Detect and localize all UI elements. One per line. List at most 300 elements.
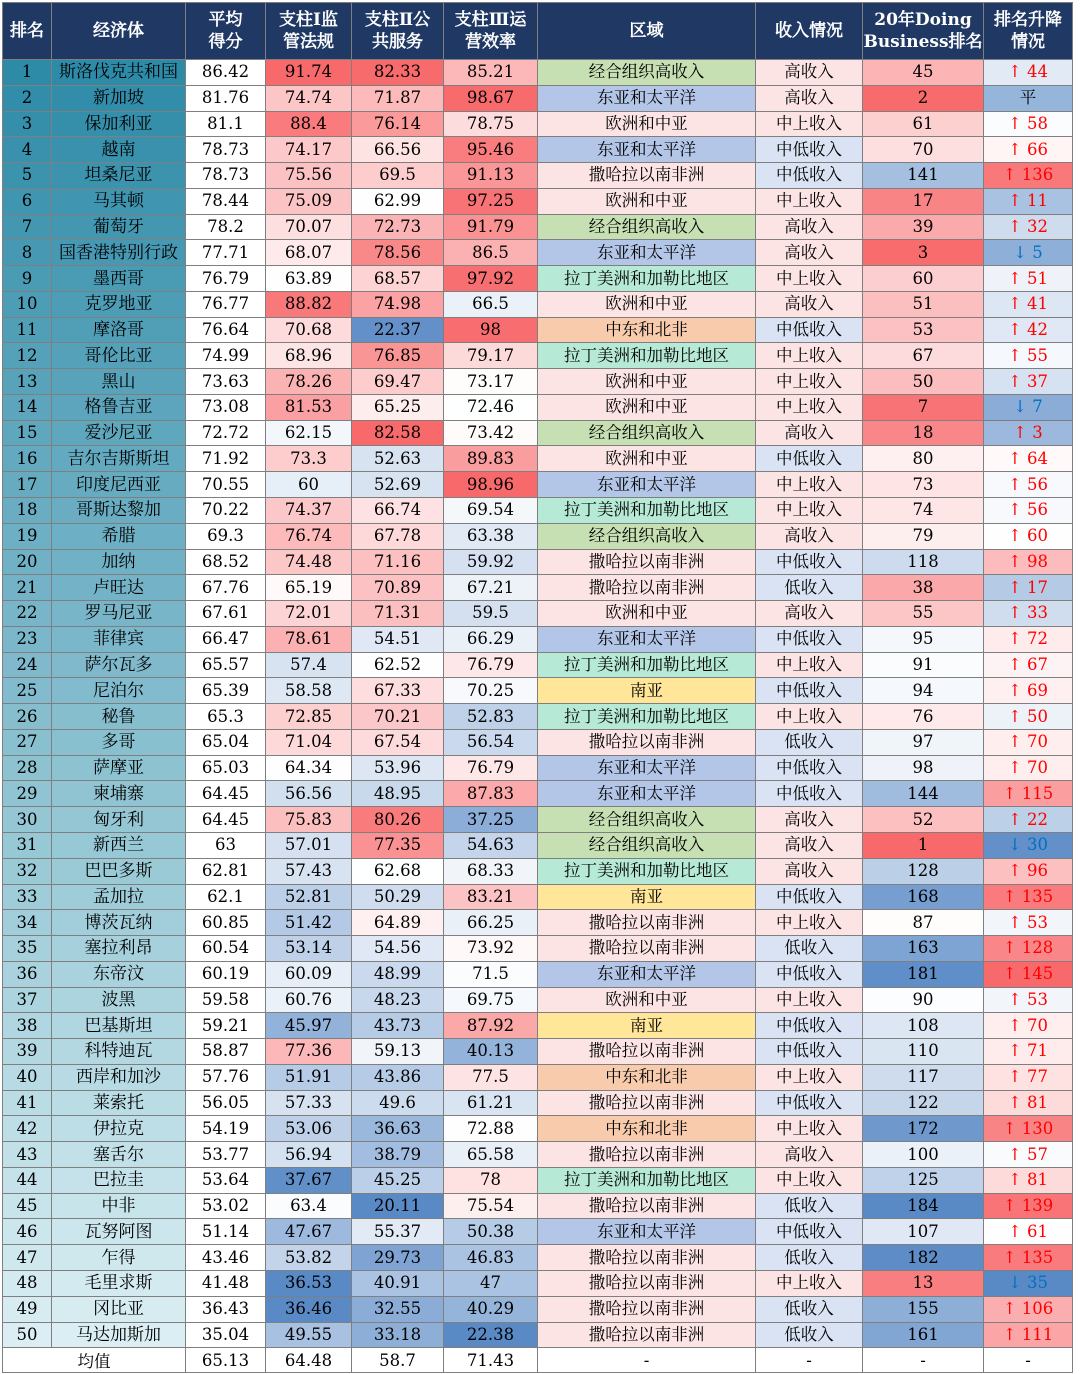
average-score: 60.85	[186, 910, 266, 936]
region-cell: 南亚	[538, 678, 756, 704]
rank-cell: 46	[3, 1219, 52, 1245]
table-row	[3, 188, 1073, 214]
pillar-2-score: 38.79	[352, 1142, 444, 1168]
economy-name: 孟加拉	[52, 884, 186, 910]
rank-cell: 17	[3, 472, 52, 498]
pillar-1-score: 37.67	[266, 1167, 352, 1193]
rank-cell: 14	[3, 394, 52, 420]
pillar-2-score: 62.68	[352, 858, 444, 884]
rank-change: ↓ 30	[984, 832, 1073, 858]
pillar-3-score: 46.83	[444, 1245, 538, 1271]
pillar-2-score: 32.55	[352, 1296, 444, 1322]
region-cell: 撒哈拉以南非洲	[538, 729, 756, 755]
region-cell: 经合组织高收入	[538, 420, 756, 446]
pillar-3-score: 37.25	[444, 807, 538, 833]
rank-cell: 45	[3, 1193, 52, 1219]
pillar-3-score: 69.54	[444, 498, 538, 524]
header-text: 支柱Ⅲ运	[454, 10, 527, 30]
rank-change: ↑ 42	[984, 317, 1073, 343]
pillar-1-score: 36.46	[266, 1296, 352, 1322]
region-cell: 东亚和太平洋	[538, 137, 756, 163]
economy-name: 塞拉利昂	[52, 936, 186, 962]
rank-cell: 6	[3, 188, 52, 214]
region-cell: 撒哈拉以南非洲	[538, 1296, 756, 1322]
table-row	[3, 807, 1073, 833]
income-cell: 高收入	[756, 858, 863, 884]
rank-change: ↑ 53	[984, 910, 1073, 936]
average-score: 65.03	[186, 755, 266, 781]
rank-cell: 1	[3, 60, 52, 86]
economy-name: 塞舌尔	[52, 1142, 186, 1168]
pillar-1-score: 60.09	[266, 961, 352, 987]
table-row	[3, 523, 1073, 549]
pillar-3-score: 61.21	[444, 1090, 538, 1116]
header-region	[538, 3, 756, 60]
income-cell: 中上收入	[756, 1167, 863, 1193]
pillar-3-score: 87.92	[444, 1013, 538, 1039]
average-score: 59.21	[186, 1013, 266, 1039]
pillar-3-score: 91.79	[444, 214, 538, 240]
average-score: 62.1	[186, 884, 266, 910]
income-cell: 中上收入	[756, 910, 863, 936]
economy-name: 墨西哥	[52, 266, 186, 292]
region-cell: 拉丁美洲和加勒比地区	[538, 652, 756, 678]
average-score: 51.14	[186, 1219, 266, 1245]
doing-business-rank: 45	[863, 60, 984, 86]
pillar-1-score: 76.74	[266, 523, 352, 549]
average-score: 53.64	[186, 1167, 266, 1193]
table-row	[3, 549, 1073, 575]
rank-change: ↓ 5	[984, 240, 1073, 266]
doing-business-rank: 1	[863, 832, 984, 858]
income-cell: 中低收入	[756, 137, 863, 163]
header-text: 区域	[629, 21, 664, 41]
income-cell: 中上收入	[756, 987, 863, 1013]
average-score: 76.64	[186, 317, 266, 343]
average-score: 43.46	[186, 1245, 266, 1271]
region-cell: 撒哈拉以南非洲	[538, 1270, 756, 1296]
rank-change: 平	[984, 85, 1073, 111]
pillar-2-score: 53.96	[352, 755, 444, 781]
pillar-1-score: 56.56	[266, 781, 352, 807]
region-cell: 东亚和太平洋	[538, 240, 756, 266]
table-row	[3, 1322, 1073, 1348]
header-text: 排名	[10, 21, 44, 41]
average-score: 70.22	[186, 498, 266, 524]
rank-change: ↑ 106	[984, 1296, 1073, 1322]
income-cell: 中低收入	[756, 678, 863, 704]
economy-name: 冈比亚	[52, 1296, 186, 1322]
region-cell: 撒哈拉以南非洲	[538, 910, 756, 936]
header-text: Business排名	[863, 32, 983, 52]
doing-business-rank: 91	[863, 652, 984, 678]
doing-business-rank: 51	[863, 291, 984, 317]
average-score: 60.19	[186, 961, 266, 987]
pillar-3-score: 73.17	[444, 369, 538, 395]
header-text: 支柱Ⅱ公	[364, 10, 431, 30]
economy-name: 印度尼西亚	[52, 472, 186, 498]
pillar-1-score: 88.4	[266, 111, 352, 137]
header-doing-business-rank	[863, 3, 984, 60]
rank-cell: 50	[3, 1322, 52, 1348]
pillar-1-score: 45.97	[266, 1013, 352, 1039]
table-row	[3, 1296, 1073, 1322]
rank-change: ↑ 135	[984, 1245, 1073, 1271]
table-row	[3, 987, 1073, 1013]
rank-cell: 25	[3, 678, 52, 704]
table-row	[3, 1270, 1073, 1296]
rank-cell: 48	[3, 1270, 52, 1296]
pillar-1-score: 72.01	[266, 601, 352, 627]
pillar-1-score: 36.53	[266, 1270, 352, 1296]
doing-business-rank: 184	[863, 1193, 984, 1219]
rank-cell: 7	[3, 214, 52, 240]
header-text: 经济体	[93, 21, 144, 41]
region-cell: 经合组织高收入	[538, 832, 756, 858]
rank-change: ↑ 70	[984, 1013, 1073, 1039]
income-cell: 低收入	[756, 1245, 863, 1271]
economy-name: 莱索托	[52, 1090, 186, 1116]
pillar-1-score: 56.94	[266, 1142, 352, 1168]
pillar-3-score: 68.33	[444, 858, 538, 884]
table-header-row	[3, 3, 1073, 60]
income-cell: 低收入	[756, 729, 863, 755]
pillar-1-score: 74.17	[266, 137, 352, 163]
pillar-3-score: 65.58	[444, 1142, 538, 1168]
header-income	[756, 3, 863, 60]
pillar-3-score: 91.13	[444, 163, 538, 189]
pillar-3-score: 83.21	[444, 884, 538, 910]
rank-change: ↑ 115	[984, 781, 1073, 807]
average-score: 67.76	[186, 575, 266, 601]
region-cell: 撒哈拉以南非洲	[538, 1193, 756, 1219]
income-cell: 高收入	[756, 1142, 863, 1168]
rank-change: ↑ 41	[984, 291, 1073, 317]
income-cell: 中低收入	[756, 1090, 863, 1116]
pillar-1-score: 62.15	[266, 420, 352, 446]
rank-change: ↑ 32	[984, 214, 1073, 240]
economy-name: 柬埔寨	[52, 781, 186, 807]
pillar-3-score: 85.21	[444, 60, 538, 86]
rank-cell: 43	[3, 1142, 52, 1168]
pillar-1-score: 63.89	[266, 266, 352, 292]
table-row	[3, 343, 1073, 369]
rank-cell: 30	[3, 807, 52, 833]
rank-change: ↑ 72	[984, 626, 1073, 652]
region-cell: 南亚	[538, 884, 756, 910]
rank-cell: 47	[3, 1245, 52, 1271]
pillar-2-score: 62.99	[352, 188, 444, 214]
income-cell: 中低收入	[756, 1013, 863, 1039]
doing-business-rank: 168	[863, 884, 984, 910]
region-cell: 拉丁美洲和加勒比地区	[538, 1167, 756, 1193]
table-row	[3, 266, 1073, 292]
region-cell: 撒哈拉以南非洲	[538, 1090, 756, 1116]
pillar-3-score: 59.5	[444, 601, 538, 627]
doing-business-rank: 122	[863, 1090, 984, 1116]
pillar-3-score: 78.75	[444, 111, 538, 137]
rank-change: ↑ 50	[984, 704, 1073, 730]
income-cell: 高收入	[756, 85, 863, 111]
pillar-2-score: 52.69	[352, 472, 444, 498]
pillar-3-score: 72.46	[444, 394, 538, 420]
economy-name: 马达加斯加	[52, 1322, 186, 1348]
doing-business-rank: 110	[863, 1039, 984, 1065]
doing-business-rank: 97	[863, 729, 984, 755]
economy-name: 匈牙利	[52, 807, 186, 833]
region-cell: 东亚和太平洋	[538, 755, 756, 781]
pillar-2-score: 66.56	[352, 137, 444, 163]
pillar-2-score: 48.23	[352, 987, 444, 1013]
average-score: 76.79	[186, 266, 266, 292]
economy-name: 哥伦比亚	[52, 343, 186, 369]
average-score: 86.42	[186, 60, 266, 86]
table-row	[3, 163, 1073, 189]
pillar-1-score: 47.67	[266, 1219, 352, 1245]
region-cell: 欧洲和中亚	[538, 188, 756, 214]
pillar-3-score: 73.92	[444, 936, 538, 962]
pillar-2-score: 69.5	[352, 163, 444, 189]
pillar-2-score: 76.14	[352, 111, 444, 137]
pillar-2-score: 72.73	[352, 214, 444, 240]
average-score: 41.48	[186, 1270, 266, 1296]
header-average-score	[186, 3, 266, 60]
rank-cell: 20	[3, 549, 52, 575]
rank-change: ↑ 77	[984, 1064, 1073, 1090]
economy-name: 葡萄牙	[52, 214, 186, 240]
doing-business-rank: 55	[863, 601, 984, 627]
income-cell: 中低收入	[756, 1039, 863, 1065]
rank-change: ↑ 57	[984, 1142, 1073, 1168]
pillar-2-score: 67.78	[352, 523, 444, 549]
rank-change: ↑ 69	[984, 678, 1073, 704]
rank-change: ↑ 128	[984, 936, 1073, 962]
rank-cell: 2	[3, 85, 52, 111]
rank-change: ↑ 64	[984, 446, 1073, 472]
doing-business-rank: 18	[863, 420, 984, 446]
doing-business-rank: 76	[863, 704, 984, 730]
pillar-2-score: 48.99	[352, 961, 444, 987]
pillar-3-score: 71.5	[444, 961, 538, 987]
mean-doing-business-rank: -	[863, 1348, 984, 1373]
pillar-1-score: 68.07	[266, 240, 352, 266]
region-cell: 撒哈拉以南非洲	[538, 1039, 756, 1065]
pillar-2-score: 68.57	[352, 266, 444, 292]
income-cell: 中上收入	[756, 1116, 863, 1142]
average-score: 53.77	[186, 1142, 266, 1168]
rank-change: ↑ 98	[984, 549, 1073, 575]
rank-change: ↑ 111	[984, 1322, 1073, 1348]
pillar-3-score: 95.46	[444, 137, 538, 163]
income-cell: 中上收入	[756, 394, 863, 420]
income-cell: 中上收入	[756, 498, 863, 524]
table-row	[3, 575, 1073, 601]
pillar-2-score: 77.35	[352, 832, 444, 858]
ranking-table-container	[2, 2, 1073, 1373]
rank-cell: 29	[3, 781, 52, 807]
header-rank	[3, 3, 52, 60]
rank-change: ↓ 35	[984, 1270, 1073, 1296]
pillar-2-score: 69.47	[352, 369, 444, 395]
income-cell: 低收入	[756, 936, 863, 962]
doing-business-rank: 67	[863, 343, 984, 369]
doing-business-rank: 60	[863, 266, 984, 292]
doing-business-rank: 172	[863, 1116, 984, 1142]
pillar-2-score: 48.95	[352, 781, 444, 807]
pillar-2-score: 71.87	[352, 85, 444, 111]
economy-name: 巴基斯坦	[52, 1013, 186, 1039]
doing-business-rank: 182	[863, 1245, 984, 1271]
pillar-2-score: 36.63	[352, 1116, 444, 1142]
pillar-1-score: 65.19	[266, 575, 352, 601]
average-score: 68.52	[186, 549, 266, 575]
doing-business-rank: 13	[863, 1270, 984, 1296]
table-row	[3, 85, 1073, 111]
pillar-1-score: 57.43	[266, 858, 352, 884]
table-row	[3, 910, 1073, 936]
region-cell: 经合组织高收入	[538, 60, 756, 86]
pillar-2-score: 45.25	[352, 1167, 444, 1193]
average-score: 78.73	[186, 137, 266, 163]
rank-cell: 4	[3, 137, 52, 163]
table-row	[3, 1090, 1073, 1116]
pillar-2-score: 20.11	[352, 1193, 444, 1219]
rank-cell: 38	[3, 1013, 52, 1039]
average-score: 58.87	[186, 1039, 266, 1065]
region-cell: 东亚和太平洋	[538, 1219, 756, 1245]
doing-business-rank: 163	[863, 936, 984, 962]
income-cell: 高收入	[756, 601, 863, 627]
average-score: 64.45	[186, 781, 266, 807]
pillar-3-score: 66.25	[444, 910, 538, 936]
table-row	[3, 394, 1073, 420]
average-score: 78.2	[186, 214, 266, 240]
pillar-1-score: 49.55	[266, 1322, 352, 1348]
region-cell: 撒哈拉以南非洲	[538, 1245, 756, 1271]
income-cell: 高收入	[756, 523, 863, 549]
income-cell: 高收入	[756, 291, 863, 317]
rank-cell: 16	[3, 446, 52, 472]
doing-business-rank: 95	[863, 626, 984, 652]
ranking-table	[2, 2, 1073, 1373]
table-row	[3, 858, 1073, 884]
average-score: 57.76	[186, 1064, 266, 1090]
region-cell: 撒哈拉以南非洲	[538, 1142, 756, 1168]
rank-cell: 27	[3, 729, 52, 755]
economy-name: 新加坡	[52, 85, 186, 111]
average-score: 76.77	[186, 291, 266, 317]
mean-rank-change: -	[984, 1348, 1073, 1373]
pillar-1-score: 75.83	[266, 807, 352, 833]
pillar-2-score: 78.56	[352, 240, 444, 266]
doing-business-rank: 98	[863, 755, 984, 781]
economy-name: 加纳	[52, 549, 186, 575]
average-score: 69.3	[186, 523, 266, 549]
income-cell: 中低收入	[756, 781, 863, 807]
pillar-2-score: 67.54	[352, 729, 444, 755]
rank-change: ↑ 61	[984, 1219, 1073, 1245]
pillar-1-score: 78.26	[266, 369, 352, 395]
region-cell: 欧洲和中亚	[538, 291, 756, 317]
economy-name: 哥斯达黎加	[52, 498, 186, 524]
pillar-1-score: 70.07	[266, 214, 352, 240]
income-cell: 中低收入	[756, 961, 863, 987]
rank-cell: 21	[3, 575, 52, 601]
pillar-2-score: 52.63	[352, 446, 444, 472]
average-score: 73.63	[186, 369, 266, 395]
table-row	[3, 1013, 1073, 1039]
rank-change: ↑ 66	[984, 137, 1073, 163]
average-score: 72.72	[186, 420, 266, 446]
region-cell: 中东和北非	[538, 1116, 756, 1142]
doing-business-rank: 3	[863, 240, 984, 266]
pillar-1-score: 72.85	[266, 704, 352, 730]
rank-cell: 39	[3, 1039, 52, 1065]
average-score: 62.81	[186, 858, 266, 884]
average-score: 65.04	[186, 729, 266, 755]
region-cell: 欧洲和中亚	[538, 369, 756, 395]
table-row	[3, 832, 1073, 858]
pillar-1-score: 60	[266, 472, 352, 498]
economy-name: 萨摩亚	[52, 755, 186, 781]
pillar-1-score: 63.4	[266, 1193, 352, 1219]
income-cell: 中低收入	[756, 446, 863, 472]
pillar-3-score: 76.79	[444, 755, 538, 781]
pillar-2-score: 29.73	[352, 1245, 444, 1271]
region-cell: 拉丁美洲和加勒比地区	[538, 266, 756, 292]
pillar-1-score: 68.96	[266, 343, 352, 369]
economy-name: 萨尔瓦多	[52, 652, 186, 678]
pillar-1-score: 53.14	[266, 936, 352, 962]
pillar-3-score: 40.29	[444, 1296, 538, 1322]
header-pillar-3	[444, 3, 538, 60]
table-row	[3, 446, 1073, 472]
rank-change: ↑ 135	[984, 884, 1073, 910]
average-score: 71.92	[186, 446, 266, 472]
region-cell: 经合组织高收入	[538, 523, 756, 549]
table-row	[3, 936, 1073, 962]
header-text: 支柱Ⅰ监	[279, 10, 338, 30]
rank-change: ↑ 139	[984, 1193, 1073, 1219]
rank-change: ↑ 56	[984, 498, 1073, 524]
mean-average-score: 65.13	[186, 1348, 266, 1373]
pillar-3-score: 63.38	[444, 523, 538, 549]
pillar-2-score: 70.21	[352, 704, 444, 730]
economy-name: 瓦努阿图	[52, 1219, 186, 1245]
doing-business-rank: 73	[863, 472, 984, 498]
economy-name: 巴巴多斯	[52, 858, 186, 884]
average-score: 56.05	[186, 1090, 266, 1116]
doing-business-rank: 100	[863, 1142, 984, 1168]
header-pillar-1	[266, 3, 352, 60]
income-cell: 高收入	[756, 60, 863, 86]
pillar-1-score: 52.81	[266, 884, 352, 910]
average-score: 78.44	[186, 188, 266, 214]
average-score: 64.45	[186, 807, 266, 833]
rank-change: ↑ 136	[984, 163, 1073, 189]
average-score: 63	[186, 832, 266, 858]
header-text: 得分	[208, 32, 243, 52]
doing-business-rank: 118	[863, 549, 984, 575]
economy-name: 卢旺达	[52, 575, 186, 601]
rank-change: ↑ 55	[984, 343, 1073, 369]
doing-business-rank: 161	[863, 1322, 984, 1348]
doing-business-rank: 74	[863, 498, 984, 524]
pillar-1-score: 57.4	[266, 652, 352, 678]
pillar-1-score: 57.33	[266, 1090, 352, 1116]
income-cell: 中上收入	[756, 704, 863, 730]
header-text: 排名升降	[994, 10, 1062, 30]
